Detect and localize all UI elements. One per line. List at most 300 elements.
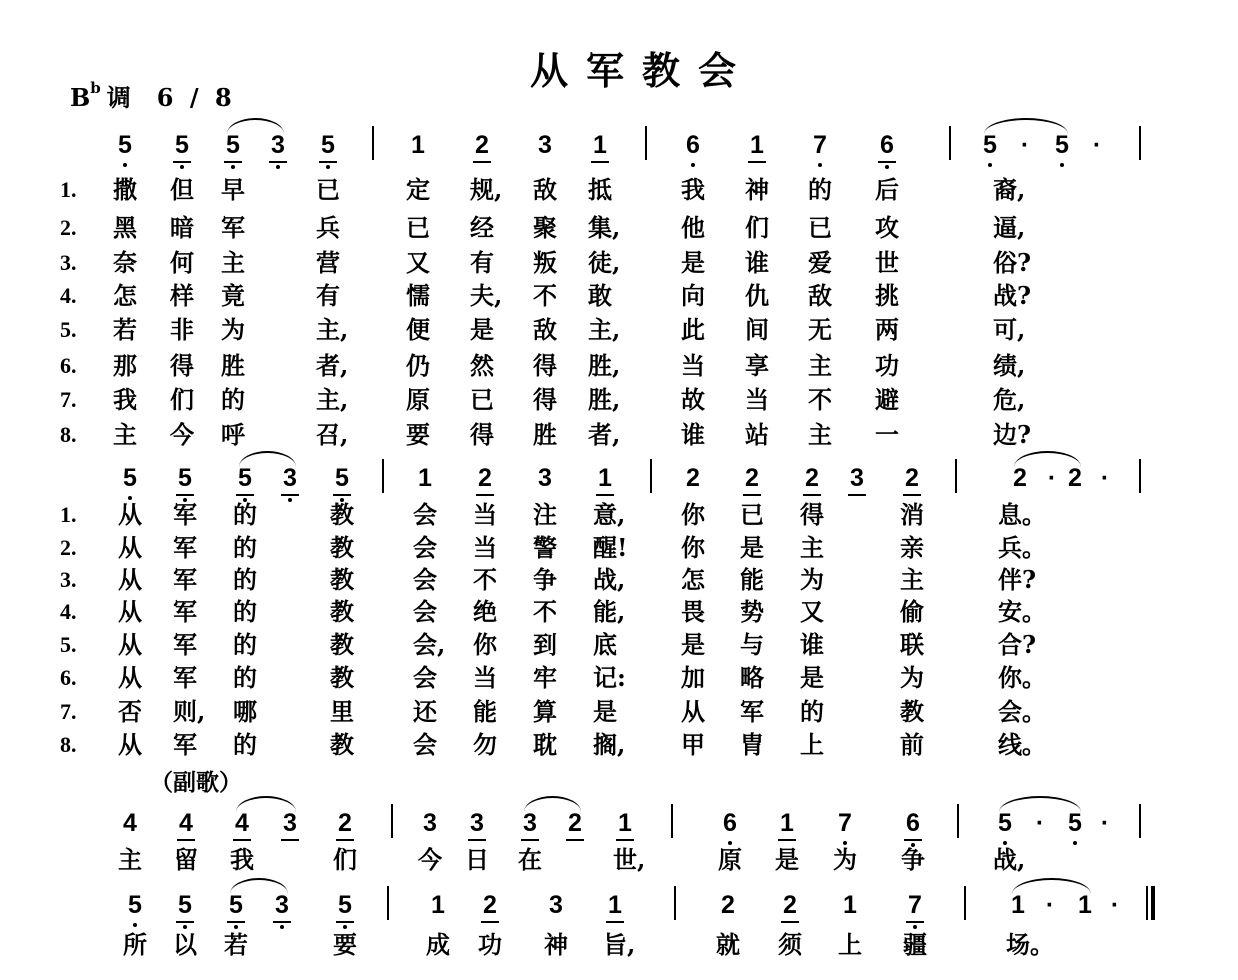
note xyxy=(845,465,869,491)
augmentation-dot xyxy=(1038,892,1062,918)
note xyxy=(413,465,437,491)
lyric-syllable: 敌 xyxy=(808,281,832,310)
lyric-syllable: 警 xyxy=(533,533,557,562)
note-digit: 1 xyxy=(418,464,432,492)
lyric-syllable: 得 xyxy=(533,385,557,414)
note-digit: 5 xyxy=(226,131,240,159)
lyric-syllable: 主 xyxy=(113,420,137,449)
tie-arc xyxy=(984,118,1068,134)
eighth-underline xyxy=(333,494,351,496)
eighth-underline xyxy=(848,494,866,496)
lyric-syllable: 故 xyxy=(681,385,705,414)
lyric-syllable: 教 xyxy=(330,565,354,594)
lyric-syllable: 兵 xyxy=(316,213,340,242)
note-digit: 5 xyxy=(335,464,349,492)
verse-number: 4. xyxy=(60,283,77,308)
lyric-syllable: 胜 xyxy=(533,420,557,449)
low-octave-dot xyxy=(123,163,127,167)
augmentation-dot xyxy=(1013,132,1037,158)
lyric-syllable: 胜, xyxy=(588,385,621,414)
note-digit: 5 xyxy=(998,809,1012,837)
note xyxy=(593,465,617,491)
note-digit: 2 xyxy=(686,464,700,492)
lyric-syllable: 爱 xyxy=(808,248,832,277)
lyric-syllable: 不 xyxy=(533,597,557,626)
note-digit: 1 xyxy=(618,809,632,837)
note xyxy=(1050,132,1074,158)
note-digit: 5 xyxy=(229,891,243,919)
eighth-underline xyxy=(781,921,799,923)
lyric-syllable: 抵 xyxy=(588,175,612,204)
lyric-syllable: 兵。 xyxy=(998,533,1046,562)
note xyxy=(470,132,494,158)
note xyxy=(123,892,147,918)
lyric-syllable: 一 xyxy=(875,420,899,449)
lyric-syllable: 得 xyxy=(533,351,557,380)
eighth-underline xyxy=(748,161,766,163)
lyric-syllable: 已 xyxy=(406,213,430,242)
lyric-syllable: 军 xyxy=(173,500,197,529)
lyric-syllable: 伴? xyxy=(998,565,1037,594)
low-octave-dot xyxy=(288,498,292,502)
lyric-syllable: 安。 xyxy=(998,597,1046,626)
lyric-syllable: 战? xyxy=(993,281,1032,310)
lyric-syllable: 的 xyxy=(233,597,257,626)
low-octave-dot xyxy=(1073,841,1077,845)
lyric-syllable: 站 xyxy=(745,420,769,449)
lyric-syllable: 当 xyxy=(473,663,497,692)
lyric-syllable: 的 xyxy=(800,697,824,726)
lyric-syllable: 则, xyxy=(173,697,206,726)
note-digit: 5 xyxy=(178,891,192,919)
note xyxy=(473,465,497,491)
note-digit: 2 xyxy=(745,464,759,492)
barline xyxy=(391,804,393,838)
note xyxy=(563,810,587,836)
lyric-syllable: 仍 xyxy=(406,351,430,380)
lyric-syllable: 哪 xyxy=(233,697,257,726)
low-octave-dot xyxy=(1060,163,1064,167)
lyric-syllable: 已 xyxy=(316,175,340,204)
lyric-syllable: 为 xyxy=(800,565,824,594)
note-digit: 7 xyxy=(813,131,827,159)
verse-number: 3. xyxy=(60,567,77,592)
lyric-syllable: 联 xyxy=(900,630,924,659)
lyric-syllable: 军 xyxy=(173,597,197,626)
lyric-syllable: 世 xyxy=(875,248,899,277)
lyric-syllable: 醒! xyxy=(593,533,628,562)
lyric-syllable: 教 xyxy=(330,663,354,692)
lyric-syllable: 教 xyxy=(330,597,354,626)
lyric-syllable: 军 xyxy=(173,565,197,594)
note xyxy=(278,465,302,491)
lyric-syllable: 的 xyxy=(233,500,257,529)
lyric-syllable: 成 xyxy=(426,930,450,959)
lyric-syllable: 早 xyxy=(221,175,245,204)
lyric-syllable: 后 xyxy=(875,175,899,204)
lyric-syllable: 加 xyxy=(681,663,705,692)
lyric-syllable: 注 xyxy=(533,500,557,529)
note xyxy=(800,465,824,491)
lyric-syllable: 便 xyxy=(406,315,430,344)
lyric-syllable: 日 xyxy=(465,845,489,874)
lyric-syllable: 从 xyxy=(118,630,142,659)
lyric-syllable: 从 xyxy=(118,663,142,692)
lyric-syllable: 的 xyxy=(233,730,257,759)
lyric-syllable: 胄 xyxy=(740,730,764,759)
note-digit: 3 xyxy=(538,131,552,159)
tie-arc xyxy=(1014,451,1081,467)
note-digit: 5 xyxy=(238,464,252,492)
lyric-syllable: 会。 xyxy=(998,697,1046,726)
lyric-syllable: 是 xyxy=(800,663,824,692)
note-digit: 5 xyxy=(175,131,189,159)
note xyxy=(903,892,927,918)
lyric-syllable: 的 xyxy=(808,175,832,204)
note-digit: 2 xyxy=(475,131,489,159)
lyric-syllable: 留 xyxy=(174,845,198,874)
lyric-syllable: 甲 xyxy=(681,730,705,759)
lyric-syllable: 场。 xyxy=(1006,930,1054,959)
note xyxy=(978,132,1002,158)
eighth-underline xyxy=(616,839,634,841)
chorus-label: （副歌） xyxy=(150,769,242,796)
eighth-underline xyxy=(176,921,194,923)
verse-number: 6. xyxy=(60,665,77,690)
verse-number: 1. xyxy=(60,502,77,527)
lyric-syllable: 挑 xyxy=(875,281,899,310)
lyric-syllable: 原 xyxy=(718,845,742,874)
note xyxy=(230,810,254,836)
note-digit: 5 xyxy=(1055,131,1069,159)
verse-number: 7. xyxy=(60,387,77,412)
eighth-underline xyxy=(591,161,609,163)
lyric-syllable: 还 xyxy=(413,697,437,726)
note-digit: 5 xyxy=(128,891,142,919)
lyric-syllable: 向 xyxy=(681,281,705,310)
lyric-syllable: 算 xyxy=(533,697,557,726)
lyric-syllable: 者, xyxy=(316,351,349,380)
lyric-syllable: 呼 xyxy=(221,420,245,449)
lyric-syllable: 撒 xyxy=(113,175,137,204)
lyric-syllable: 从 xyxy=(118,565,142,594)
low-octave-dot xyxy=(691,163,695,167)
lyric-syllable: 们 xyxy=(333,845,357,874)
lyric-syllable: 能 xyxy=(473,697,497,726)
lyric-syllable: 当 xyxy=(745,385,769,414)
lyric-syllable: 功 xyxy=(875,351,899,380)
lyric-syllable: 有 xyxy=(316,281,340,310)
lyric-syllable: 不 xyxy=(533,281,557,310)
verse-number: 8. xyxy=(60,422,77,447)
lyric-syllable: 俗? xyxy=(993,248,1032,277)
song-title: 从军教会 xyxy=(530,48,755,93)
barline xyxy=(650,459,652,493)
note xyxy=(875,132,899,158)
note-digit: 1 xyxy=(780,809,794,837)
lyric-syllable: 懦 xyxy=(406,281,430,310)
note xyxy=(533,465,557,491)
note-digit: 2 xyxy=(1013,464,1027,492)
lyric-syllable: 们 xyxy=(745,213,769,242)
lyric-syllable: 会 xyxy=(413,597,437,626)
note xyxy=(740,465,764,491)
time-signature: 6 / 8 xyxy=(156,83,236,112)
note-digit: 2 xyxy=(905,464,919,492)
note-digit: 3 xyxy=(271,131,285,159)
note xyxy=(174,810,198,836)
lyric-syllable: 徒, xyxy=(588,248,621,277)
lyric-syllable: 前 xyxy=(900,730,924,759)
lyric-syllable: 战, xyxy=(993,845,1026,874)
lyric-syllable: 军 xyxy=(173,630,197,659)
lyric-syllable: 享 xyxy=(745,351,769,380)
note-digit: 3 xyxy=(850,464,864,492)
lyric-syllable: 裔, xyxy=(993,175,1026,204)
note-digit: 5 xyxy=(178,464,192,492)
lyric-syllable: 叛 xyxy=(533,248,557,277)
low-octave-dot xyxy=(885,165,889,169)
lyric-syllable: 当 xyxy=(473,500,497,529)
note-digit: 6 xyxy=(880,131,894,159)
lyric-syllable: 定 xyxy=(406,175,430,204)
lyric-syllable: 胜 xyxy=(221,351,245,380)
eighth-underline xyxy=(521,839,539,841)
note-digit: · xyxy=(1020,131,1030,159)
lyric-syllable: 不 xyxy=(473,565,497,594)
tie-arc xyxy=(227,118,284,134)
lyric-syllable: 们 xyxy=(170,385,194,414)
note xyxy=(588,132,612,158)
note xyxy=(170,132,194,158)
lyric-syllable: 样 xyxy=(170,281,194,310)
note-digit: 1 xyxy=(843,891,857,919)
note-digit: · xyxy=(1110,891,1120,919)
note xyxy=(775,810,799,836)
barline xyxy=(372,126,374,160)
lyric-syllable: 要 xyxy=(333,930,357,959)
lyric-syllable: 若 xyxy=(224,930,248,959)
eighth-underline xyxy=(476,494,494,496)
lyric-syllable: 当 xyxy=(473,533,497,562)
note xyxy=(418,810,442,836)
note-digit: 2 xyxy=(805,464,819,492)
lyric-syllable: 是 xyxy=(740,533,764,562)
note xyxy=(993,810,1017,836)
lyric-syllable: 得 xyxy=(470,420,494,449)
note xyxy=(1006,892,1030,918)
lyric-syllable: 若 xyxy=(113,315,137,344)
note xyxy=(118,465,142,491)
eighth-underline xyxy=(904,839,922,841)
lyric-syllable: 那 xyxy=(113,351,137,380)
lyric-syllable: 从 xyxy=(681,697,705,726)
note-digit: 2 xyxy=(721,891,735,919)
lyric-syllable: 偷 xyxy=(900,597,924,626)
lyric-syllable: 谁 xyxy=(800,630,824,659)
note xyxy=(1063,465,1087,491)
lyric-syllable: 两 xyxy=(875,315,899,344)
lyric-syllable: 间 xyxy=(745,315,769,344)
note-digit: 2 xyxy=(338,809,352,837)
lyric-syllable: 意, xyxy=(593,500,626,529)
lyric-syllable: 会 xyxy=(413,565,437,594)
note-digit: · xyxy=(1100,464,1110,492)
eighth-underline xyxy=(224,161,242,163)
lyric-syllable: 攻 xyxy=(875,213,899,242)
eighth-underline xyxy=(273,921,291,923)
note-digit: 5 xyxy=(321,131,335,159)
note-digit: 1 xyxy=(431,891,445,919)
lyric-syllable: 就 xyxy=(716,930,740,959)
barline xyxy=(674,886,676,920)
lyric-syllable: 黑 xyxy=(113,213,137,242)
lyric-syllable: 世, xyxy=(613,845,646,874)
low-octave-dot xyxy=(913,925,917,929)
lyric-syllable: 然 xyxy=(470,351,494,380)
lyric-syllable: 主 xyxy=(900,565,924,594)
lyric-syllable: 会 xyxy=(413,663,437,692)
lyric-syllable: 主 xyxy=(800,533,824,562)
note xyxy=(316,132,340,158)
note xyxy=(1008,465,1032,491)
note-digit: 7 xyxy=(838,809,852,837)
lyric-syllable: 何 xyxy=(170,248,194,277)
note xyxy=(478,892,502,918)
note-digit: 2 xyxy=(483,891,497,919)
lyric-syllable: 主 xyxy=(808,420,832,449)
note-digit: 1 xyxy=(593,131,607,159)
lyric-syllable: 军 xyxy=(740,697,764,726)
note-digit: 4 xyxy=(235,809,249,837)
eighth-underline xyxy=(803,494,821,496)
augmentation-dot xyxy=(1093,465,1117,491)
eighth-underline xyxy=(319,161,337,163)
note-digit: 3 xyxy=(283,464,297,492)
lyric-syllable: 主, xyxy=(316,385,349,414)
lyric-syllable: 的 xyxy=(221,385,245,414)
lyric-syllable: 否 xyxy=(118,697,142,726)
note-digit: 1 xyxy=(411,131,425,159)
verse-number: 3. xyxy=(60,250,77,275)
lyric-syllable: 主, xyxy=(316,315,349,344)
tie-arc xyxy=(230,878,288,894)
augmentation-dot xyxy=(1093,810,1117,836)
augmentation-dot xyxy=(1040,465,1064,491)
note-digit: 5 xyxy=(983,131,997,159)
eighth-underline xyxy=(336,839,354,841)
lyric-syllable: 不 xyxy=(808,385,832,414)
eighth-underline xyxy=(269,161,287,163)
lyric-syllable: 胜, xyxy=(588,351,621,380)
note xyxy=(778,892,802,918)
eighth-underline xyxy=(878,161,896,163)
note-digit: 6 xyxy=(906,809,920,837)
lyric-syllable: 牢 xyxy=(533,663,557,692)
lyric-syllable: 教 xyxy=(330,730,354,759)
low-octave-dot xyxy=(183,925,187,929)
lyric-syllable: 神 xyxy=(745,175,769,204)
note-digit: · xyxy=(1035,809,1045,837)
eighth-underline xyxy=(481,921,499,923)
lyric-syllable: 已 xyxy=(740,500,764,529)
note xyxy=(1073,892,1097,918)
lyric-syllable: 为 xyxy=(833,845,857,874)
note xyxy=(278,810,302,836)
note xyxy=(221,132,245,158)
lyric-syllable: 到 xyxy=(533,630,557,659)
note xyxy=(173,465,197,491)
note-digit: 1 xyxy=(750,131,764,159)
low-octave-dot xyxy=(234,925,238,929)
barline xyxy=(387,886,389,920)
lyric-syllable: 会 xyxy=(413,500,437,529)
low-octave-dot xyxy=(343,925,347,929)
low-octave-dot xyxy=(988,163,992,167)
lyric-syllable: 为 xyxy=(221,315,245,344)
barline xyxy=(957,804,959,838)
verse-number: 5. xyxy=(60,317,77,342)
key-note: B xyxy=(70,83,91,112)
lyric-syllable: 主 xyxy=(221,248,245,277)
lyric-syllable: 暗 xyxy=(170,213,194,242)
lyric-syllable: 有 xyxy=(470,248,494,277)
note xyxy=(544,892,568,918)
note-digit: 5 xyxy=(123,464,137,492)
lyric-syllable: 教 xyxy=(900,697,924,726)
lyric-syllable: 仇 xyxy=(745,281,769,310)
lyric-syllable: 合? xyxy=(998,630,1037,659)
verse-number: 6. xyxy=(60,353,77,378)
note xyxy=(900,465,924,491)
lyric-syllable: 敢 xyxy=(588,281,612,310)
eighth-underline xyxy=(236,494,254,496)
lyric-syllable: 非 xyxy=(170,315,194,344)
note-digit: 4 xyxy=(123,809,137,837)
lyric-syllable: 会 xyxy=(413,730,437,759)
lyric-syllable: 当 xyxy=(681,351,705,380)
note-digit: · xyxy=(1045,891,1055,919)
lyric-syllable: 边? xyxy=(993,420,1032,449)
lyric-syllable: 消 xyxy=(900,500,924,529)
lyric-syllable: 你 xyxy=(681,533,705,562)
note-digit: 3 xyxy=(470,809,484,837)
lyric-syllable: 我 xyxy=(113,385,137,414)
note-digit: 6 xyxy=(723,809,737,837)
eighth-underline xyxy=(468,839,486,841)
tie-arc xyxy=(239,451,296,467)
lyric-syllable: 但 xyxy=(170,175,194,204)
lyric-syllable: 要 xyxy=(406,420,430,449)
lyric-syllable: 军 xyxy=(221,213,245,242)
lyric-syllable: 怎 xyxy=(113,281,137,310)
note-digit: 3 xyxy=(275,891,289,919)
lyric-syllable: 会 xyxy=(413,533,437,562)
lyric-syllable: 避 xyxy=(875,385,899,414)
low-octave-dot xyxy=(180,165,184,169)
eighth-underline xyxy=(778,839,796,841)
lyric-syllable: 从 xyxy=(118,730,142,759)
low-octave-dot xyxy=(231,165,235,169)
note xyxy=(613,810,637,836)
barline xyxy=(955,459,957,493)
verse-number: 2. xyxy=(60,535,77,560)
lyric-syllable: 怎 xyxy=(681,565,705,594)
lyric-syllable: 夫, xyxy=(470,281,503,310)
note xyxy=(745,132,769,158)
lyric-syllable: 能, xyxy=(593,597,626,626)
barline xyxy=(964,886,966,920)
